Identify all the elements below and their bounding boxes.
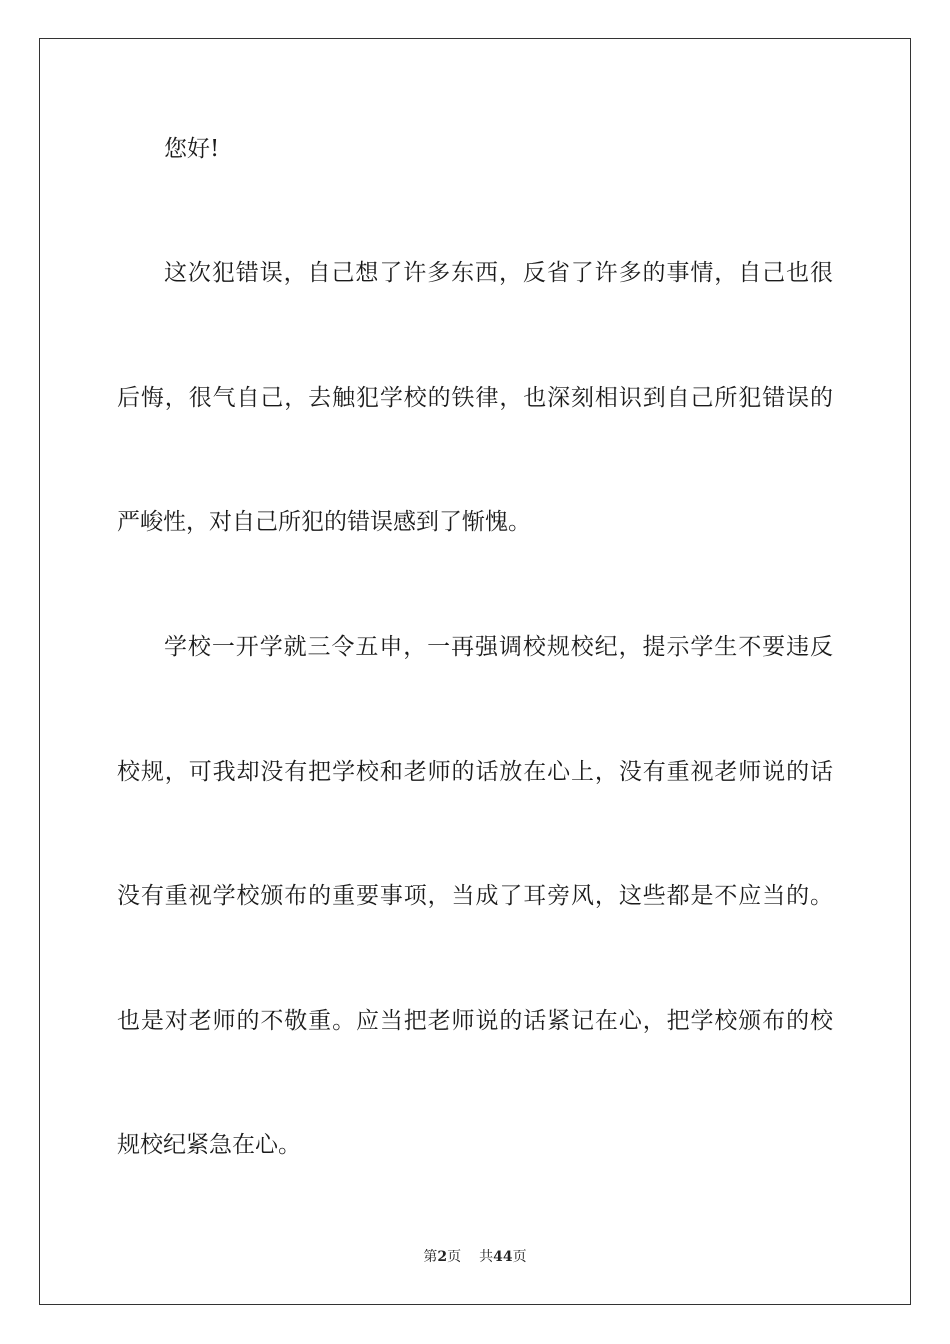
paragraph-1-line-1: 这次犯错误，自己想了许多东西，反省了许多的事情，自己也很 [164, 260, 833, 286]
page-frame [39, 38, 911, 1305]
footer-total-prefix: 共 [479, 1249, 494, 1265]
greeting: 您好! [164, 136, 220, 162]
footer-total-suffix: 页 [512, 1249, 527, 1265]
paragraph-2-line-4: 也是对老师的不敬重。应当把老师说的话紧记在心，把学校颁布的校 [117, 1008, 833, 1034]
paragraph-2-line-5: 规校纪紧急在心。 [117, 1132, 301, 1158]
paragraph-2-line-2: 校规，可我却没有把学校和老师的话放在心上，没有重视老师说的话 [117, 759, 833, 785]
paragraph-1-line-2: 后悔，很气自己，去触犯学校的铁律，也深刻相识到自己所犯错误的 [117, 385, 833, 411]
footer-page-number: 2 [437, 1249, 448, 1265]
paragraph-2-line-1: 学校一开学就三令五申，一再强调校规校纪，提示学生不要违反 [164, 634, 833, 660]
footer-page-prefix: 第 [423, 1249, 438, 1265]
page-footer [0, 1248, 950, 1266]
paragraph-2-line-3: 没有重视学校颁布的重要事项，当成了耳旁风，这些都是不应当的。 [117, 883, 833, 909]
footer-page-suffix: 页 [447, 1249, 462, 1265]
paragraph-1-line-3: 严峻性，对自己所犯的错误感到了惭愧。 [117, 509, 531, 535]
footer-total-pages: 44 [493, 1249, 513, 1265]
